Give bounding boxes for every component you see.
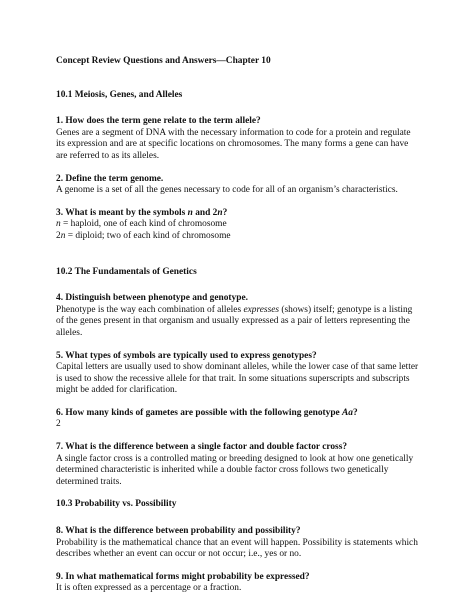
- qa-item-8: [56, 526, 448, 561]
- qa-item-6: [56, 408, 448, 431]
- question-text: [56, 408, 448, 420]
- section-heading-10-2: 10.2 The Fundamentals of Genetics: [56, 266, 197, 277]
- qa-item-1: [56, 116, 448, 162]
- answer-symbol: n: [56, 219, 61, 230]
- answer-text: [56, 305, 448, 340]
- answer-line: Genes are a segment of DNA with the necessary information to code for a protein and regulate: [56, 127, 411, 138]
- qa-item-9: [56, 572, 448, 595]
- answer-part: 2: [56, 230, 61, 241]
- question-text: [56, 208, 448, 220]
- qa-item-7: [56, 442, 448, 488]
- document-title: Concept Review Questions and Answers—Chapter 10: [56, 56, 271, 66]
- qa-item-3: [56, 208, 448, 243]
- question-text: 2. Define the term genome.: [56, 173, 164, 184]
- answer-line: might be added for clarification.: [56, 385, 178, 396]
- answer-line: Probability is the mathematical chance that an event will happen. Possibility is statements which: [56, 537, 418, 548]
- question-text: 1. How does the term gene relate to the term allele?: [56, 116, 261, 127]
- answer-text: [56, 583, 448, 595]
- answer-part: = diploid; two of each kind of chromosome: [65, 230, 231, 241]
- qa-item-2: [56, 174, 448, 197]
- answer-line: Capital letters are usually used to show dominant alleles, while the lower case of that same letter: [56, 362, 419, 373]
- section-heading-10-1: 10.1 Meiosis, Genes, and Alleles: [56, 89, 183, 100]
- question-genotype: Aa: [342, 407, 353, 418]
- answer-line: 2: [56, 419, 61, 430]
- section-heading-10-3: 10.3 Probability vs. Possibility: [56, 499, 177, 510]
- answer-line: A single factor cross is a controlled mating or breeding designed to look at how one genetically: [56, 453, 414, 464]
- question-part: 6. How many kinds of gametes are possible with the following genotype: [56, 407, 343, 418]
- answer-text: [56, 128, 448, 163]
- question-part: 3. What is meant by the symbols: [56, 207, 188, 218]
- answer-line: It is often expressed as a percentage or a fraction.: [56, 583, 242, 594]
- answer-part: Phenotype is the way each combination of alleles: [56, 304, 244, 315]
- answer-line: of the genes present in that organism and usually expressed as a pair of letters representing the: [56, 316, 410, 327]
- question-symbol: n: [217, 207, 223, 218]
- question-text: 5. What types of symbols are typically used to express genotypes?: [56, 350, 317, 361]
- answer-line: describes whether an event can occur or not occur; i.e., yes or no.: [56, 549, 302, 560]
- answer-line: its expression and are at specific locations on chromosomes. The many forms a gene can have: [56, 139, 409, 150]
- answer-line: A genome is a set of all the genes necessary to code for all of an organism’s characteristics.: [56, 185, 398, 196]
- answer-part: = haploid, one of each kind of chromosome: [60, 219, 227, 230]
- answer-text: [56, 219, 448, 242]
- answer-part: (shows) itself; genotype is a listing: [279, 304, 413, 315]
- answer-text: [56, 538, 448, 561]
- answer-line: [56, 231, 448, 243]
- answer-line: are referred to as its alleles.: [56, 150, 160, 161]
- answer-text: [56, 362, 448, 397]
- qa-item-5: [56, 351, 448, 397]
- qa-item-4: [56, 293, 448, 339]
- answer-line: determined characteristic is inherited while a double factor cross follows two genetically: [56, 465, 389, 476]
- question-part: and 2: [192, 207, 218, 218]
- answer-text: [56, 419, 448, 431]
- answer-line: alleles.: [56, 327, 83, 338]
- answer-emphasis: expresses: [243, 304, 280, 315]
- question-text: 7. What is the difference between a single factor and double factor cross?: [56, 442, 348, 453]
- answer-text: [56, 185, 448, 197]
- question-part: ?: [353, 407, 358, 418]
- answer-line: [56, 219, 448, 231]
- answer-line: [56, 305, 448, 317]
- question-text: 9. In what mathematical forms might probability be expressed?: [56, 571, 310, 582]
- answer-symbol: n: [60, 230, 66, 241]
- answer-line: determined traits.: [56, 476, 122, 487]
- question-text: 4. Distinguish between phenotype and genotype.: [56, 293, 248, 304]
- question-symbol: n: [187, 207, 193, 218]
- answer-text: [56, 454, 448, 489]
- answer-line: is used to show the recessive allele for that trait. In some situations superscripts and subscripts: [56, 373, 410, 384]
- question-part: ?: [222, 207, 228, 218]
- question-text: 8. What is the difference between probability and possibility?: [56, 526, 301, 537]
